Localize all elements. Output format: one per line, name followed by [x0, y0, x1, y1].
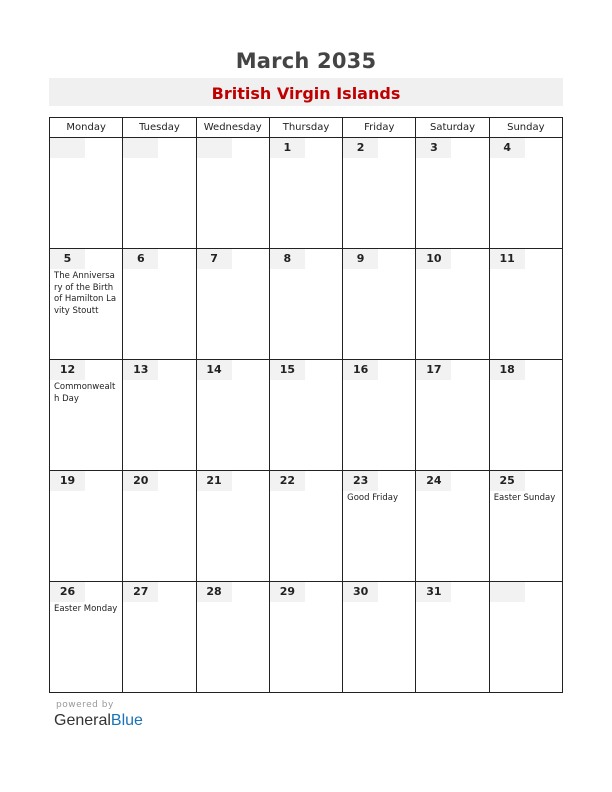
weekday-header: Monday [50, 118, 123, 138]
holiday-label: Easter Monday [54, 604, 118, 614]
weekday-header: Thursday [269, 118, 342, 138]
day-number: 19 [50, 471, 85, 491]
day-cell [123, 249, 196, 360]
day-cell [489, 582, 562, 693]
country-name: British Virgin Islands [211, 84, 401, 103]
day-cell [50, 582, 123, 693]
day-number: 20 [123, 471, 158, 491]
day-cell [416, 360, 489, 471]
day-number: 26 [50, 582, 85, 602]
day-number: 18 [490, 360, 525, 380]
day-number: 28 [197, 582, 232, 602]
day-cell [269, 471, 342, 582]
holiday-label: Commonwealth Day [54, 382, 116, 404]
day-number: 15 [270, 360, 305, 380]
day-number: 23 [343, 471, 378, 491]
day-number [490, 582, 525, 602]
day-cell [489, 138, 562, 249]
day-cell [343, 360, 416, 471]
generalblue-logo[interactable] [54, 712, 143, 730]
day-cell [416, 138, 489, 249]
day-cell [196, 471, 269, 582]
day-cell [343, 582, 416, 693]
day-cell [123, 360, 196, 471]
day-number: 24 [416, 471, 451, 491]
day-cell [489, 249, 562, 360]
day-cell [196, 138, 269, 249]
day-number: 4 [490, 138, 525, 158]
week-row [50, 249, 563, 360]
day-cell [269, 582, 342, 693]
calendar-grid [49, 117, 563, 693]
day-cell [123, 138, 196, 249]
day-cell [343, 138, 416, 249]
weekday-header: Sunday [489, 118, 562, 138]
day-cell [269, 249, 342, 360]
day-number [50, 138, 85, 158]
holiday-label: Good Friday [347, 493, 398, 503]
day-number: 17 [416, 360, 451, 380]
day-cell [196, 582, 269, 693]
day-number: 30 [343, 582, 378, 602]
week-row [50, 360, 563, 471]
day-number: 13 [123, 360, 158, 380]
day-number: 7 [197, 249, 232, 269]
day-number: 2 [343, 138, 378, 158]
day-number: 11 [490, 249, 525, 269]
day-cell [489, 360, 562, 471]
brand-blue: Blue [110, 712, 143, 729]
day-number: 10 [416, 249, 451, 269]
weekday-header: Saturday [416, 118, 489, 138]
day-cell [196, 249, 269, 360]
day-number: 1 [270, 138, 305, 158]
weekday-header: Tuesday [123, 118, 196, 138]
weekday-header: Friday [343, 118, 416, 138]
day-number: 27 [123, 582, 158, 602]
day-number: 6 [123, 249, 158, 269]
holiday-label: Easter Sunday [493, 493, 556, 503]
day-cell [269, 138, 342, 249]
country-banner [49, 78, 563, 106]
brand-general: General [54, 712, 111, 729]
week-row [50, 138, 563, 249]
day-cell [196, 360, 269, 471]
day-cell [50, 249, 123, 360]
day-cell [123, 471, 196, 582]
day-cell [50, 471, 123, 582]
day-number [197, 138, 232, 158]
weekday-header-row [50, 118, 563, 138]
day-number: 5 [50, 249, 85, 269]
week-row [50, 582, 563, 693]
day-number: 22 [270, 471, 305, 491]
day-number: 21 [197, 471, 232, 491]
day-number: 29 [270, 582, 305, 602]
day-number: 9 [343, 249, 378, 269]
day-number: 3 [416, 138, 451, 158]
day-cell [50, 138, 123, 249]
day-cell [416, 582, 489, 693]
day-cell [343, 249, 416, 360]
holiday-label: The Anniversary of the Birth of Hamilton Lavity Stoutt [54, 271, 117, 316]
weekday-header: Wednesday [196, 118, 269, 138]
powered-by-label: powered by [56, 700, 114, 710]
day-cell [269, 360, 342, 471]
day-cell [50, 360, 123, 471]
day-cell [343, 471, 416, 582]
day-number: 12 [50, 360, 85, 380]
day-cell [416, 249, 489, 360]
week-row [50, 471, 563, 582]
day-number [123, 138, 158, 158]
day-number: 16 [343, 360, 378, 380]
day-cell [489, 471, 562, 582]
day-number: 14 [197, 360, 232, 380]
page-title: March 2035 [235, 49, 377, 73]
day-cell [123, 582, 196, 693]
day-cell [416, 471, 489, 582]
day-number: 31 [416, 582, 451, 602]
day-number: 25 [490, 471, 525, 491]
day-number: 8 [270, 249, 305, 269]
